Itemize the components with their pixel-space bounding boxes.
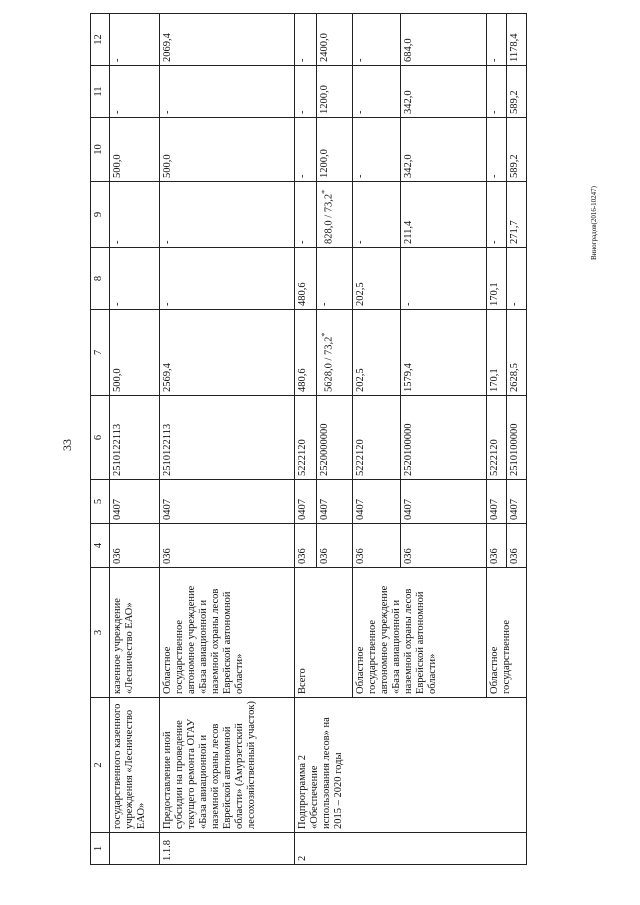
table-row bbox=[295, 14, 317, 865]
cell-grbs: 036 bbox=[401, 524, 487, 568]
cell-value: - bbox=[110, 66, 160, 118]
cell-value: - bbox=[110, 248, 160, 310]
cell-total: 480,6 bbox=[295, 310, 317, 396]
cell-value: 684,0 bbox=[401, 14, 487, 66]
cell-target: 5222120 bbox=[295, 396, 317, 480]
header-cell: 9 bbox=[91, 182, 110, 248]
cell-value: 342,0 bbox=[401, 118, 487, 182]
cell-value: 1178,4 bbox=[507, 14, 527, 66]
header-cell: 2 bbox=[91, 698, 110, 833]
cell-value: 480,6 bbox=[295, 248, 317, 310]
cell-value: 500,0 bbox=[110, 118, 160, 182]
cell-value: 589,2 bbox=[507, 118, 527, 182]
cell-grbs: 036 bbox=[317, 524, 353, 568]
header-cell: 10 bbox=[91, 118, 110, 182]
cell-number: 2 bbox=[295, 833, 527, 865]
header-cell: 1 bbox=[91, 833, 110, 865]
cell-value: 271,7 bbox=[507, 182, 527, 248]
page-number: 33 bbox=[60, 439, 74, 451]
table-row bbox=[110, 14, 160, 865]
cell-section: 0407 bbox=[401, 480, 487, 524]
cell-section: 0407 bbox=[487, 480, 507, 524]
cell-executor: Областное государственное автономное учреждение «База авиационной и наземной охраны лесов Еврейской автономной области» bbox=[353, 568, 487, 698]
cell-value: - bbox=[295, 182, 317, 248]
cell-value: - bbox=[160, 248, 295, 310]
cell-number: 1.1.8 bbox=[160, 833, 295, 865]
cell-value: - bbox=[487, 118, 507, 182]
footnote-mark: * bbox=[320, 189, 329, 194]
cell-value: 589,2 bbox=[507, 66, 527, 118]
cell-target: 2510122113 bbox=[160, 396, 295, 480]
cell-section: 0407 bbox=[353, 480, 401, 524]
cell-total bbox=[317, 310, 353, 396]
cell-value bbox=[317, 182, 353, 248]
header-cell: 4 bbox=[91, 524, 110, 568]
cell-name: Подпрограмма 2 «Обеспечение использования лесов» на 2015 – 2020 годы bbox=[295, 698, 527, 833]
cell-total: 202,5 bbox=[353, 310, 401, 396]
value-text: 5628,0 / 73,2 bbox=[323, 336, 335, 392]
cell-value: 1200,0 bbox=[317, 118, 353, 182]
cell-target: 2520100000 bbox=[401, 396, 487, 480]
cell-target: 5222120 bbox=[353, 396, 401, 480]
cell-total: 500,0 bbox=[110, 310, 160, 396]
cell-total: 1579,4 bbox=[401, 310, 487, 396]
cell-grbs: 036 bbox=[507, 524, 527, 568]
cell-name: Предоставление иной субсидии на проведение текущего ремонта ОГАУ «База авиационной и наземной охраны лесов Еврейской автономной области» (Амурзетский лесохозяйственный участок) bbox=[160, 698, 295, 833]
header-cell: 5 bbox=[91, 480, 110, 524]
cell-value: 170,1 bbox=[487, 248, 507, 310]
cell-target: 2510100000 bbox=[507, 396, 527, 480]
cell-value: - bbox=[110, 14, 160, 66]
cell-value: - bbox=[507, 248, 527, 310]
cell-total: 170,1 bbox=[487, 310, 507, 396]
cell-grbs: 036 bbox=[110, 524, 160, 568]
cell-executor: Областное государственное bbox=[487, 568, 527, 698]
cell-value: - bbox=[295, 118, 317, 182]
cell-value: 202,5 bbox=[353, 248, 401, 310]
cell-number bbox=[110, 833, 160, 865]
cell-value: 211,4 bbox=[401, 182, 487, 248]
cell-section: 0407 bbox=[295, 480, 317, 524]
cell-value: 2400,0 bbox=[317, 14, 353, 66]
footnote-mark: * bbox=[320, 332, 329, 337]
cell-value: - bbox=[110, 182, 160, 248]
header-cell: 6 bbox=[91, 396, 110, 480]
cell-value: - bbox=[353, 118, 401, 182]
cell-grbs: 036 bbox=[295, 524, 317, 568]
cell-grbs: 036 bbox=[160, 524, 295, 568]
cell-executor: Всего bbox=[295, 568, 353, 698]
cell-section: 0407 bbox=[160, 480, 295, 524]
cell-value: - bbox=[160, 66, 295, 118]
header-cell: 12 bbox=[91, 14, 110, 66]
header-cell: 11 bbox=[91, 66, 110, 118]
cell-section: 0407 bbox=[110, 480, 160, 524]
cell-section: 0407 bbox=[507, 480, 527, 524]
budget-table bbox=[90, 13, 527, 865]
cell-value: - bbox=[295, 14, 317, 66]
table-row bbox=[160, 14, 295, 865]
rotated-table-wrapper bbox=[90, 15, 540, 865]
cell-value: - bbox=[295, 66, 317, 118]
cell-value: - bbox=[353, 66, 401, 118]
cell-section: 0407 bbox=[317, 480, 353, 524]
value-text: 828,0 / 73,2 bbox=[323, 193, 335, 244]
cell-name: государственного казенного учреждения «Лесничество ЕАО» bbox=[110, 698, 160, 833]
cell-grbs: 036 bbox=[353, 524, 401, 568]
header-cell: 3 bbox=[91, 568, 110, 698]
cell-target: 2510122113 bbox=[110, 396, 160, 480]
cell-value: - bbox=[487, 66, 507, 118]
cell-value: - bbox=[353, 14, 401, 66]
header-cell: 7 bbox=[91, 310, 110, 396]
cell-target: 2520000000 bbox=[317, 396, 353, 480]
cell-value: 2069,4 bbox=[160, 14, 295, 66]
cell-grbs: 036 bbox=[487, 524, 507, 568]
header-row bbox=[91, 14, 110, 865]
cell-value: - bbox=[487, 14, 507, 66]
cell-value: - bbox=[487, 182, 507, 248]
cell-value: - bbox=[401, 248, 487, 310]
cell-executor: казенное учреждение «Лесничество ЕАО» bbox=[110, 568, 160, 698]
cell-value: - bbox=[160, 182, 295, 248]
cell-executor: Областное государственное автономное учреждение «База авиационной и наземной охраны лесов Еврейской автономной области» bbox=[160, 568, 295, 698]
header-cell: 8 bbox=[91, 248, 110, 310]
cell-value: 342,0 bbox=[401, 66, 487, 118]
cell-value: 500,0 bbox=[160, 118, 295, 182]
cell-value: 1200,0 bbox=[317, 66, 353, 118]
cell-target: 5222120 bbox=[487, 396, 507, 480]
cell-value: - bbox=[353, 182, 401, 248]
cell-total: 2628,5 bbox=[507, 310, 527, 396]
cell-value: - bbox=[317, 248, 353, 310]
footer-note: Виноградов(2016-10247) bbox=[590, 186, 598, 260]
cell-total: 2569,4 bbox=[160, 310, 295, 396]
